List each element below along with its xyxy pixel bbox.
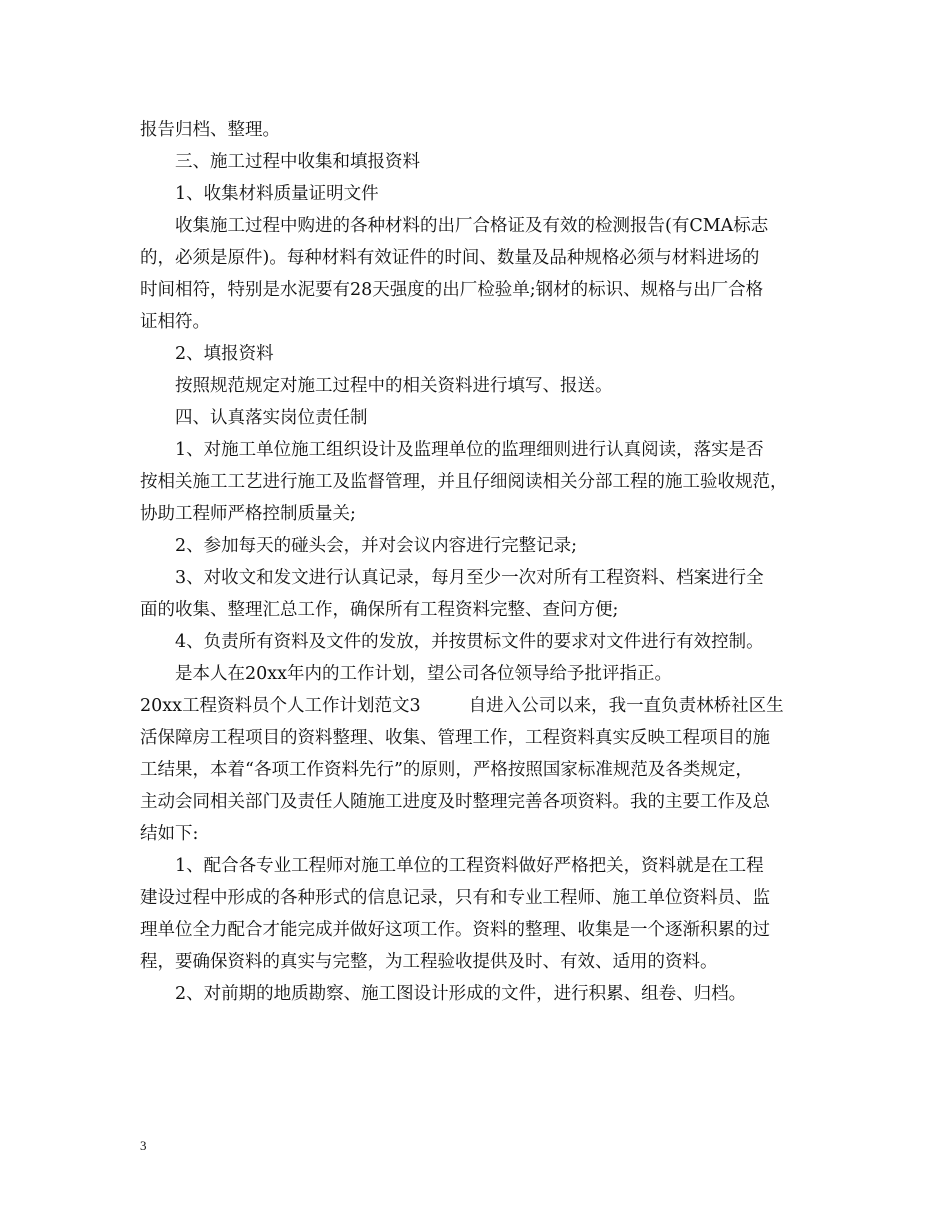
text-line: 建设过程中形成的各种形式的信息记录，只有和专业工程师、施工单位资料员、监 <box>140 888 770 908</box>
subsection-heading: 2、填报资料 <box>175 344 274 364</box>
section-heading: 三、施工过程中收集和填报资料 <box>175 152 420 172</box>
text-line: 是本人在20xx年内的工作计划，望公司各位领导给予批评指正。 <box>175 664 673 684</box>
text-line: 时间相符，特别是水泥要有28天强度的出厂检验单;钢材的标识、规格与出厂合格 <box>140 280 764 300</box>
text-line-with-title <box>140 690 820 722</box>
text-line: 活保障房工程项目的资料整理、收集、管理工作，工程资料真实反映工程项目的施 <box>140 728 770 748</box>
text-line: 主动会同相关部门及责任人随施工进度及时整理完善各项资料。我的主要工作及总 <box>140 792 770 812</box>
page-number: 3 <box>140 1138 147 1153</box>
text-line-continued: 自进入公司以来，我一直负责林桥社区生 <box>468 696 784 716</box>
text-line: 2、参加每天的碰头会，并对会议内容进行完整记录; <box>175 536 578 556</box>
text-line: 工结果，本着“各项工作资料先行”的原则，严格按照国家标准规范及各类规定， <box>140 760 753 780</box>
text-line: 按相关施工工艺进行施工及监督管理，并且仔细阅读相关分部工程的施工验收规范， <box>140 472 788 492</box>
text-line: 1、配合各专业工程师对施工单位的工程资料做好严格把关，资料就是在工程 <box>175 856 764 876</box>
text-line: 按照规范规定对施工过程中的相关资料进行填写、报送。 <box>175 376 613 396</box>
article-title: 20xx工程资料员个人工作计划范文3 <box>140 696 421 716</box>
text-line: 报告归档、整理。 <box>140 120 280 140</box>
text-line: 面的收集、整理汇总工作，确保所有工程资料完整、查问方便; <box>140 600 619 620</box>
section-heading: 四、认真落实岗位责任制 <box>175 408 368 428</box>
text-line: 2、对前期的地质勘察、施工图设计形成的文件，进行积累、组卷、归档。 <box>175 984 747 1004</box>
text-line: 证相符。 <box>140 312 210 332</box>
subsection-heading: 1、收集材料质量证明文件 <box>175 184 379 204</box>
text-line: 4、负责所有资料及文件的发放，并按贯标文件的要求对文件进行有效控制。 <box>175 632 764 652</box>
text-line: 协助工程师严格控制质量关; <box>140 504 356 524</box>
text-line: 收集施工过程中购进的各种材料的出厂合格证及有效的检测报告(有CMA标志 <box>175 216 769 236</box>
text-line: 程，要确保资料的真实与完整，为工程验收提供及时、有效、适用的资料。 <box>140 952 718 972</box>
text-line: 3、对收文和发文进行认真记录，每月至少一次对所有工程资料、档案进行全 <box>175 568 764 588</box>
text-line: 结如下: <box>140 824 199 844</box>
text-line: 1、对施工单位施工组织设计及监理单位的监理细则进行认真阅读，落实是否 <box>175 440 764 460</box>
body-text <box>140 114 820 1010</box>
text-line: 的，必须是原件)。每种材料有效证件的时间、数量及品种规格必须与材料进场的 <box>140 248 760 268</box>
text-line: 理单位全力配合才能完成并做好这项工作。资料的整理、收集是一个逐渐积累的过 <box>140 920 770 940</box>
